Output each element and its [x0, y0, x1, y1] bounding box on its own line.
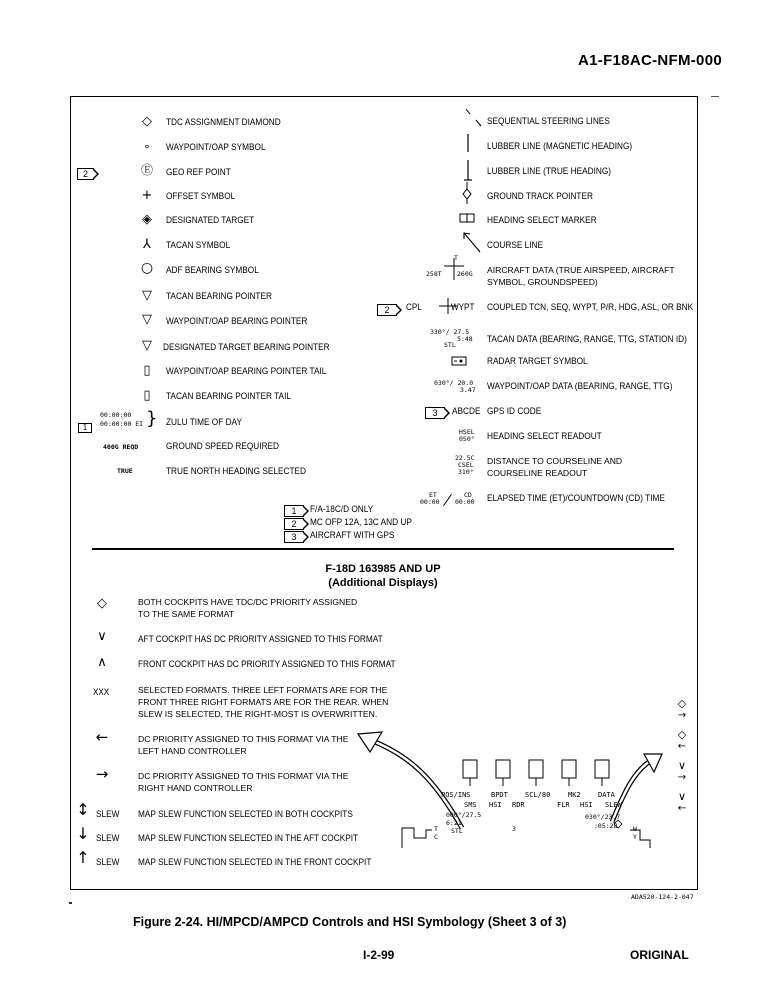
figure-caption: Figure 2-24. HI/MPCD/AMPCD Controls and HSI Symbology (Sheet 3 of 3) — [133, 915, 567, 929]
side-arrow-left-icon: ← — [677, 803, 687, 814]
display-left-readout: 6:21 — [446, 819, 462, 827]
legend-label: TACAN SYMBOL — [166, 240, 231, 250]
display-bottom-label: RDR — [512, 801, 525, 809]
display-top-label: MK2 — [568, 791, 581, 799]
side-chevron-down-icon: ∨ — [677, 759, 687, 772]
offset-plus-icon: + — [141, 188, 153, 203]
coupled-wypt: WYPT — [451, 302, 475, 312]
additional-label: MAP SLEW FUNCTION SELECTED IN THE FRONT COCKPIT — [138, 857, 372, 867]
note-tag-2: 2 — [377, 301, 402, 319]
slew-label: SLEW — [96, 833, 120, 843]
csel-1: 22.5C — [455, 454, 475, 462]
zulu-readout-1: 00:00:00 — [100, 411, 132, 419]
note-tag-2: 2 — [77, 165, 99, 183]
legend-label: ZULU TIME OF DAY — [166, 417, 242, 427]
arrow-down-icon: ↓ — [76, 824, 90, 843]
legend-label: GROUND TRACK POINTER — [487, 191, 593, 201]
legend-label: AIRCRAFT DATA (TRUE AIRSPEED, AIRCRAFT SYMBOL, GROUNDSPEED) — [487, 265, 675, 287]
side-diamond-icon: ◇ — [677, 728, 687, 741]
additional-label: BOTH COCKPITS HAVE TDC/DC PRIORITY ASSIGNED TO THE SAME FORMAT — [138, 597, 358, 619]
display-left-readout: STL — [451, 827, 463, 835]
cd-label: CD — [464, 491, 472, 499]
note-2: 2 — [284, 515, 309, 533]
adf-circle-icon: ○ — [140, 260, 154, 276]
legend-label: TACAN BEARING POINTER — [166, 291, 272, 301]
legend-label: WAYPOINT/OAP BEARING POINTER TAIL — [166, 366, 327, 376]
note-label: F/A-18C/D ONLY — [310, 504, 374, 514]
scan-mark — [69, 902, 72, 904]
arrow-updown-icon: ↕ — [76, 800, 90, 819]
note-3: 3 — [284, 528, 309, 546]
legend-label: WAYPOINT/OAP BEARING POINTER — [166, 316, 308, 326]
display-bottom-label: HSI — [489, 801, 502, 809]
legend-label: RADAR TARGET SYMBOL — [487, 356, 588, 366]
legend-label: ELAPSED TIME (ET)/COUNTDOWN (CD) TIME — [487, 493, 665, 503]
section-title: F-18D 163985 AND UP (Additional Displays) — [325, 563, 441, 589]
csel-3: 310° — [458, 468, 474, 476]
page-number: I-2-99 — [363, 948, 395, 962]
legend-label: HEADING SELECT MARKER — [487, 215, 597, 225]
frame-tick — [711, 96, 719, 97]
zulu-readout-2: 00:00:00 EI — [100, 420, 144, 428]
tacan-bearing-pointer-icon: ▽ — [142, 288, 152, 303]
legend-label: GROUND SPEED REQUIRED — [166, 441, 280, 451]
tacan-data-3: STL — [444, 341, 456, 349]
display-bottom-label: FLR — [557, 801, 570, 809]
slew-label: SLEW — [96, 809, 120, 819]
side-arrow-left-icon: ← — [677, 741, 687, 752]
legend-label: WAYPOINT/OAP SYMBOL — [166, 142, 266, 152]
note-tag-1: 1 — [78, 419, 92, 437]
display-num: 3 — [512, 825, 516, 833]
legend-label: DESIGNATED TARGET BEARING POINTER — [163, 342, 330, 352]
et-value: 00:00 — [420, 498, 440, 506]
side-arrow-right-icon: → — [677, 772, 687, 783]
legend-label: OFFSET SYMBOL — [166, 191, 236, 201]
legend-label: SEQUENTIAL STEERING LINES — [487, 116, 610, 126]
tdc-diamond-icon: ◇ — [142, 114, 152, 129]
aircraft-gs: 260G — [457, 270, 473, 278]
display-c: C — [434, 833, 438, 841]
figure-code: ADA520-124-2-047 — [631, 893, 694, 901]
additional-label: SELECTED FORMATS. THREE LEFT FORMATS ARE FOR THE FRONT THREE RIGHT FORMATS ARE FOR THE REAR. WHEN SLEW IS SELECTED, THE RIGHT-MOST IS OVERWRITTEN. — [138, 685, 389, 719]
display-right-readout: 030°/23.7 — [585, 813, 621, 821]
page-status: ORIGINAL — [630, 948, 689, 962]
designated-target-icon: ◈ — [142, 212, 152, 227]
display-w: W — [633, 825, 637, 833]
legend-label: TACAN DATA (BEARING, RANGE, TTG, STATION ID) — [487, 334, 687, 344]
note-label: AIRCRAFT WITH GPS — [310, 530, 395, 540]
arrow-left-icon: ← — [95, 728, 109, 746]
display-t: T — [434, 825, 438, 833]
coupled-cpl: CPL — [406, 302, 422, 312]
legend-label: DESIGNATED TARGET — [166, 215, 255, 225]
tacan-data-1: 330°/ 27.5 — [430, 328, 470, 336]
hsel-1: HSEL — [459, 428, 475, 436]
slew-label: SLEW — [96, 857, 120, 867]
waypoint-bearing-pointer-icon: ▽ — [142, 312, 152, 327]
geo-ref-icon: Ⓔ — [140, 163, 153, 177]
side-chevron-down-icon: ∨ — [677, 790, 687, 803]
legend-label: LUBBER LINE (TRUE HEADING) — [487, 166, 612, 176]
waypoint-data-1: 030°/ 20.0 — [434, 379, 474, 387]
tacan-symbol-icon: ⅄ — [143, 237, 151, 252]
note-tag-3: 3 — [425, 404, 450, 422]
section-divider — [92, 548, 674, 550]
et-label: ET — [429, 491, 437, 499]
mpcd-display-diagram — [340, 720, 680, 870]
additional-label: AFT COCKPIT HAS DC PRIORITY ASSIGNED TO THIS FORMAT — [138, 634, 383, 644]
diamond-icon: ◇ — [97, 596, 107, 611]
note-label: MC OFP 12A, 13C AND UP — [310, 517, 412, 527]
arrow-right-icon: → — [95, 765, 109, 783]
note-1: 1 — [284, 502, 309, 520]
additional-label: DC PRIORITY ASSIGNED TO THIS FORMAT VIA THE RIGHT HAND CONTROLLER — [138, 771, 349, 793]
display-top-label: DATA — [598, 791, 615, 799]
document-id: A1-F18AC-NFM-000 — [578, 52, 722, 69]
xxx-symbol: XXX — [93, 687, 110, 697]
side-diamond-icon: ◇ — [677, 697, 687, 710]
tacan-data-2: 5:48 — [457, 335, 473, 343]
display-y: Y — [633, 833, 637, 841]
additional-label: DC PRIORITY ASSIGNED TO THIS FORMAT VIA THE LEFT HAND CONTROLLER — [138, 734, 349, 756]
additional-label: FRONT COCKPIT HAS DC PRIORITY ASSIGNED TO THIS FORMAT — [138, 659, 396, 669]
cd-value: 00:00 — [455, 498, 475, 506]
side-arrow-right-icon: → — [677, 710, 687, 721]
display-bottom-label: HSI — [580, 801, 593, 809]
legend-label: TACAN BEARING POINTER TAIL — [166, 391, 291, 401]
target-bearing-pointer-icon: ▽ — [142, 338, 152, 353]
gps-id-code: ABCDE — [452, 406, 481, 416]
additional-label: MAP SLEW FUNCTION SELECTED IN THE AFT COCKPIT — [138, 833, 359, 843]
legend-label: LUBBER LINE (MAGNETIC HEADING) — [487, 141, 633, 151]
legend-label: TRUE NORTH HEADING SELECTED — [166, 466, 306, 476]
waypoint-symbol-icon: ∘ — [143, 140, 151, 153]
gs-required-symbol: 400G REQD — [103, 443, 139, 451]
display-right-readout: :05:28 — [594, 822, 618, 830]
chevron-down-icon: ∨ — [97, 629, 107, 644]
brace-icon: } — [146, 408, 158, 429]
legend-label: COUPLED TCN, SEQ, WYPT, P/R, HDG, ASL, OR BNK — [487, 302, 694, 312]
legend-label: COURSE LINE — [487, 240, 544, 250]
display-top-label: POS/INS — [441, 791, 471, 799]
aircraft-data-top: T — [454, 254, 458, 262]
aircraft-tas: 258T — [426, 270, 442, 278]
hsel-2: 050° — [459, 435, 475, 443]
csel-2: CSEL — [458, 461, 474, 469]
legend-label: HEADING SELECT READOUT — [487, 431, 602, 441]
legend-label: ADF BEARING SYMBOL — [166, 265, 259, 275]
waypoint-pointer-tail-icon: ▯ — [143, 363, 151, 378]
legend-label: GPS ID CODE — [487, 406, 542, 416]
legend-label: TDC ASSIGNMENT DIAMOND — [166, 117, 281, 127]
additional-label: MAP SLEW FUNCTION SELECTED IN BOTH COCKPITS — [138, 809, 353, 819]
display-bottom-label: SLEW — [605, 801, 622, 809]
chevron-up-icon: ∧ — [97, 655, 107, 670]
arrow-up-icon: ↑ — [76, 848, 90, 867]
display-top-label: BPDT — [491, 791, 508, 799]
legend-label: WAYPOINT/OAP DATA (BEARING, RANGE, TTG) — [487, 381, 673, 391]
waypoint-data-2: 3.47 — [460, 386, 476, 394]
display-bottom-label: SMS — [464, 801, 477, 809]
legend-label: GEO REF POINT — [166, 167, 231, 177]
display-top-label: SCL/80 — [525, 791, 551, 799]
legend-label: DISTANCE TO COURSELINE AND COURSELINE READOUT — [487, 456, 623, 478]
true-heading-symbol: TRUE — [117, 467, 133, 475]
display-left-readout: 000°/27.5 — [446, 811, 482, 819]
tacan-pointer-tail-icon: ▯ — [143, 388, 151, 403]
